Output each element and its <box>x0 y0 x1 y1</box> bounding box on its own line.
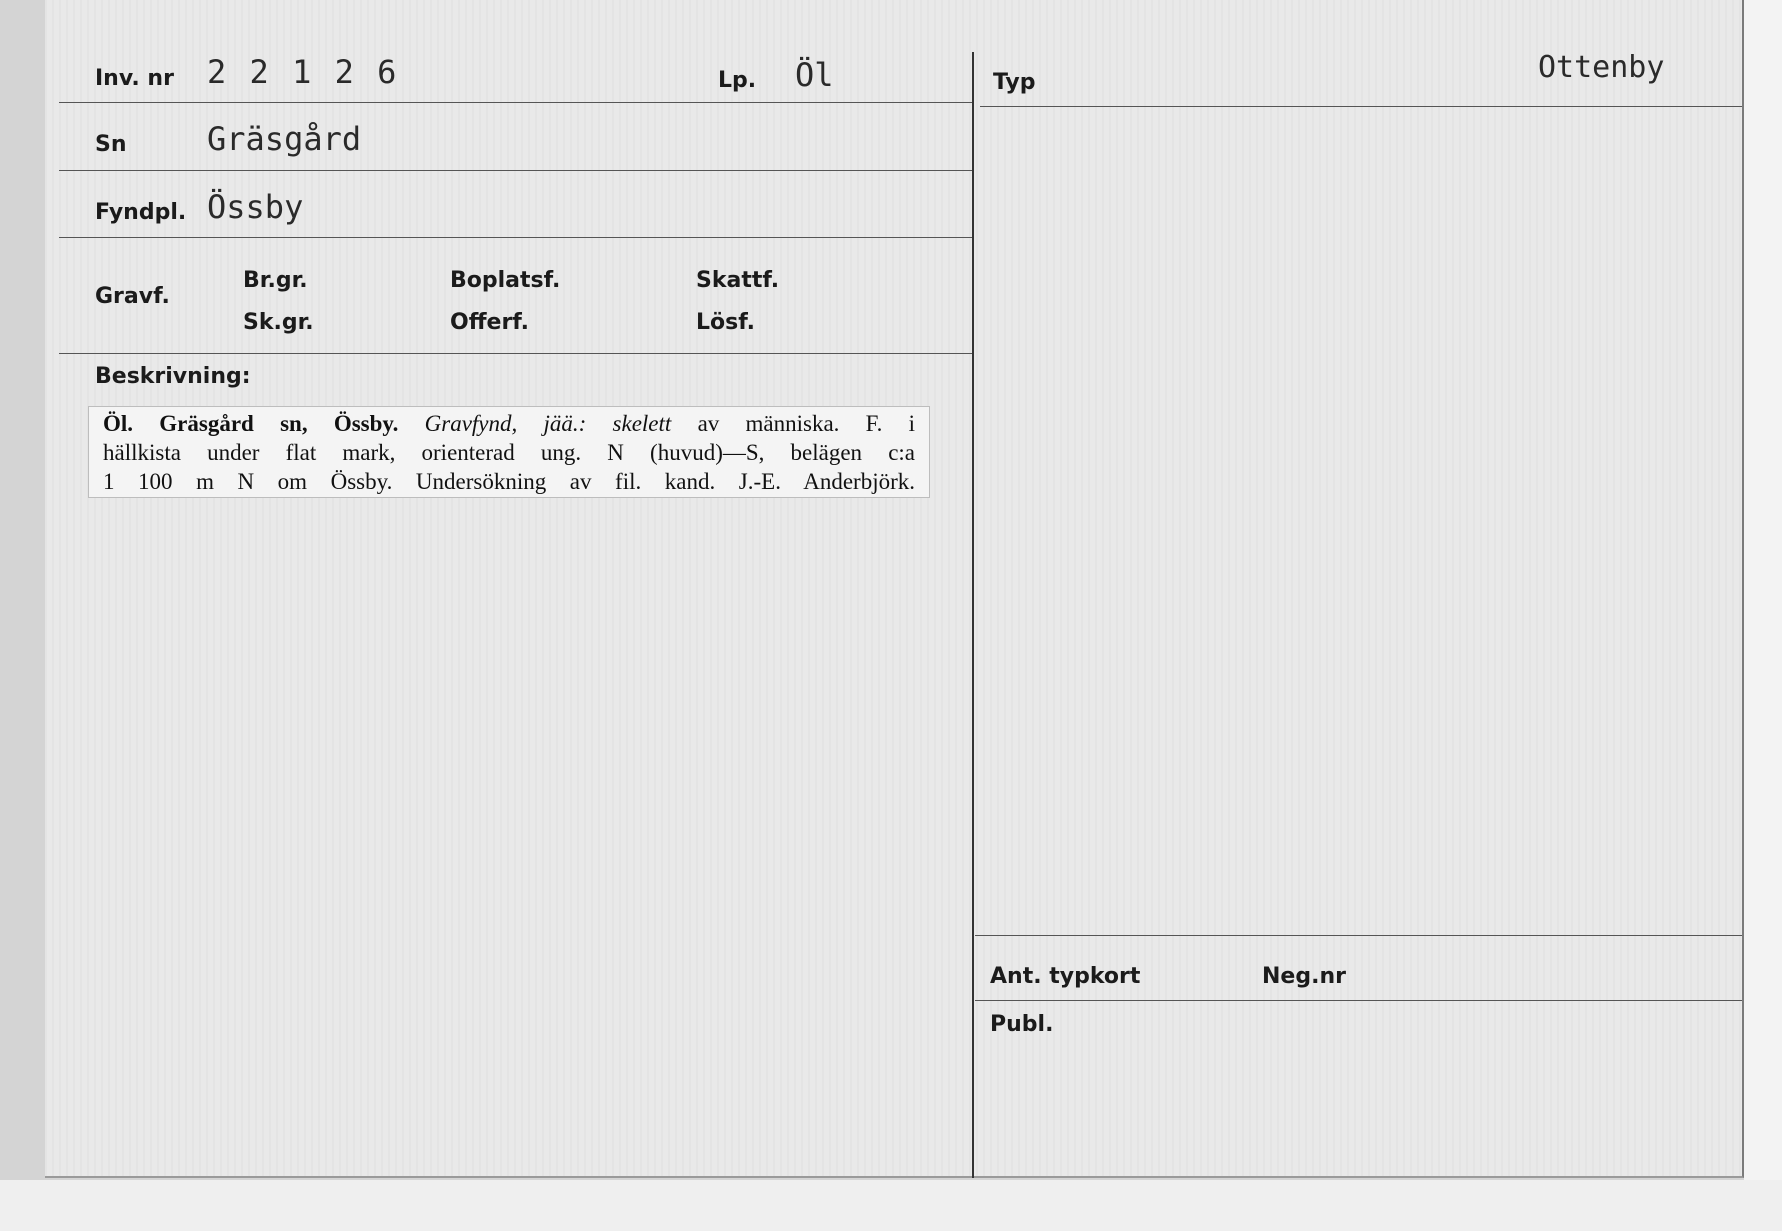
skgr-label: Sk.gr. <box>243 310 314 335</box>
inv-nr-value: 2 2 1 2 6 <box>207 53 399 91</box>
sn-label: Sn <box>95 132 127 157</box>
typ-value: Ottenby <box>1538 50 1665 85</box>
divider-row2 <box>59 170 973 171</box>
description-find-type: Gravfynd, jää.: skelett <box>424 411 672 436</box>
brgr-label: Br.gr. <box>243 268 308 293</box>
losf-label: Lösf. <box>696 310 755 335</box>
description-place: Öl. Gräsgård sn, Össby. <box>103 411 399 436</box>
skattf-label: Skattf. <box>696 268 780 293</box>
offerf-label: Offerf. <box>450 310 530 335</box>
divider-row3 <box>59 237 973 238</box>
beskrivning-label: Beskrivning: <box>95 364 251 389</box>
divider-typ <box>980 106 1742 107</box>
publ-label: Publ. <box>990 1012 1054 1037</box>
inv-nr-label: Inv. nr <box>95 66 174 91</box>
gravf-label: Gravf. <box>95 284 170 309</box>
description-slip <box>88 406 930 498</box>
divider-row4 <box>59 353 973 354</box>
description-line-3: 1 100 m N om Össby. Undersökning av fil. kand. J.-E. Anderbjörk. <box>103 469 915 494</box>
description-line-1-rest: av människa. F. i <box>697 411 916 436</box>
divider-row1 <box>59 102 973 103</box>
column-divider <box>972 52 974 1178</box>
lp-value: Öl <box>795 56 834 94</box>
sn-value: Gräsgård <box>207 120 362 158</box>
boplatsf-label: Boplatsf. <box>450 268 561 293</box>
ant-typkort-label: Ant. typkort <box>990 964 1141 989</box>
description-line-2: hällkista under flat mark, orienterad ung. N (huvud)—S, belägen c:a <box>103 440 915 465</box>
scan-margin-bottom <box>0 1180 1782 1231</box>
lp-label: Lp. <box>718 68 757 93</box>
catalog-card <box>45 0 1744 1178</box>
fyndpl-value: Össby <box>207 188 304 226</box>
divider-footer-mid <box>975 1000 1742 1001</box>
divider-footer-top <box>975 935 1742 936</box>
negnr-label: Neg.nr <box>1262 964 1346 989</box>
description-line-1 <box>103 409 915 438</box>
scan-margin-right <box>1744 0 1782 1231</box>
fyndpl-label: Fyndpl. <box>95 200 187 225</box>
typ-label: Typ <box>993 70 1036 95</box>
